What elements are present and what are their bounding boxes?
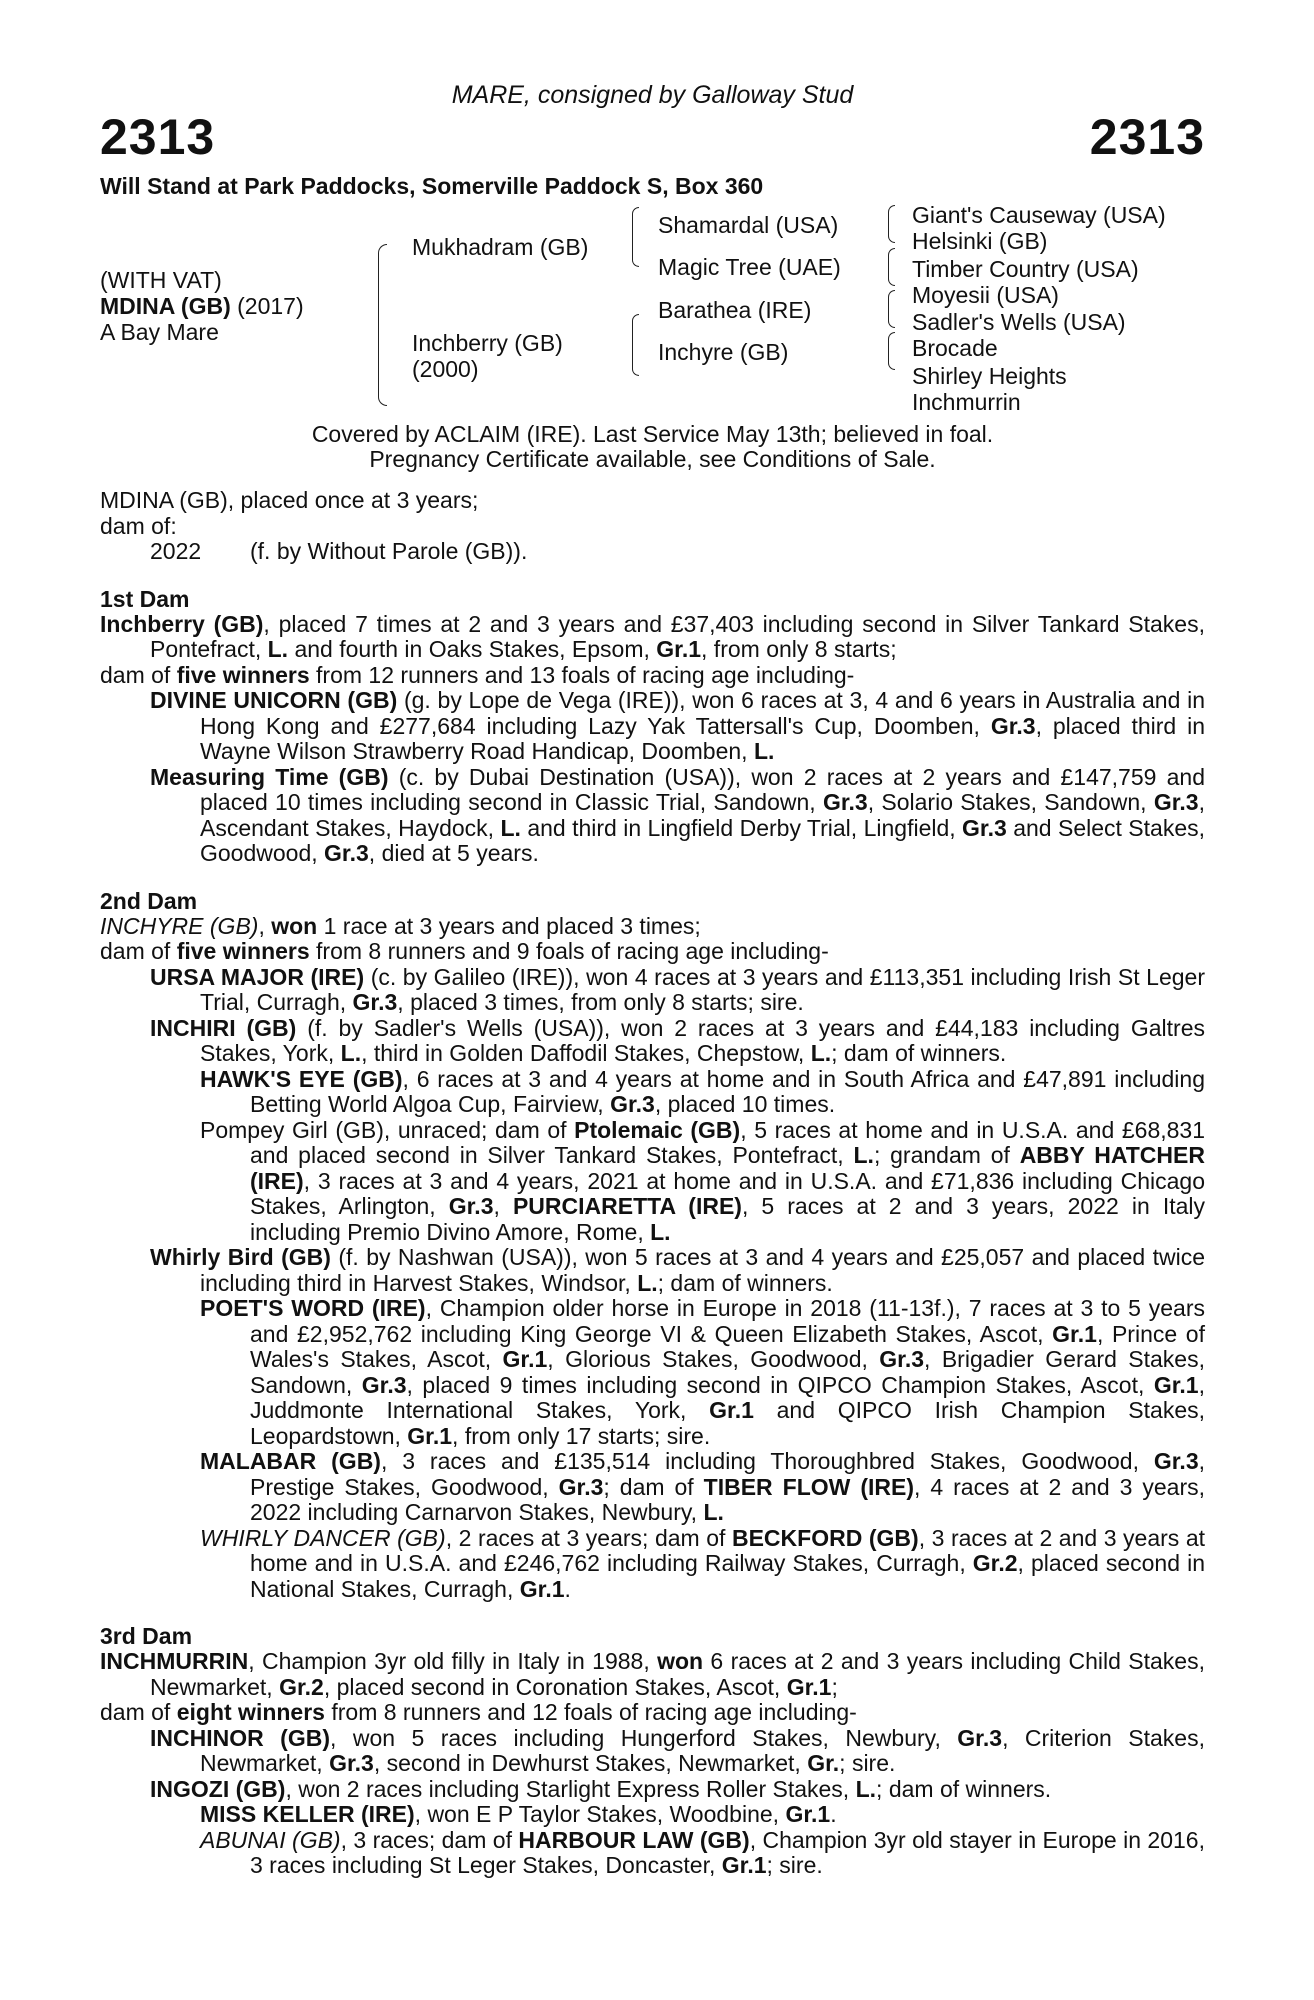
progeny-divine-unicorn: DIVINE UNICORN (GB) (g. by Lope de Vega (IRE)), won 6 races at 3, 4 and 6 years in Australia and in Hong Kong and £277,684 including Lazy Yak Tattersall's Cup, Doomben, Gr.3, placed third in Wayne Wilson Strawberry Road Handicap, Doomben, L. [150,687,1206,764]
progeny-whirly-dancer: WHIRLY DANCER (GB), 2 races at 3 years; dam of BECKFORD (GB), 3 races at 2 and 3 years at home and in U.S.A. and £246,762 including Railway Stakes, Curragh, Gr.2, placed second in National Stakes, Curragh, Gr.1. [200,1524,1206,1602]
pedigree-brace-2b [632,314,639,376]
third-dam-dam-of: dam of eight winners from 8 runners and 12 foals of racing age including- [100,1699,857,1725]
first-dam-heading: 1st Dam [100,585,190,612]
sire-sire: Shamardal (USA) [658,212,839,238]
dam-sire: Barathea (IRE) [658,297,812,323]
pregnancy-line: Pregnancy Certificate available, see Conditions of Sale. [369,446,936,472]
progeny-pompey-girl: Pompey Girl (GB), unraced; dam of Ptolemaic (GB), 5 races at home and in U.S.A. and £68,831 and placed second in Silver Tankard Stakes, Pontefract, L.; grandam of ABBY HATCHER (IRE), 3 races at 3 and 4 years, 2021 at home and in U.S.A. and £71,836 including Chicago Stakes, Arlington, Gr.3, PURCIARETTA (IRE), 5 races at 2 and 3 years, 2022 in Italy including Premio Divino Amore, Rome, L. [200,1116,1205,1245]
pedigree-brace-1 [378,244,387,406]
progeny-ursa-major: URSA MAJOR (IRE) (c. by Galileo (IRE)), won 4 races at 3 years and £113,351 including Irish St Leger Trial, Curragh, Gr.3, placed 3 times, from only 8 starts; sire. [150,963,1205,1015]
pedigree-brace-3d [888,332,895,370]
progeny-malabar: MALABAR (GB), 3 races and £135,514 including Thoroughbred Stakes, Goodwood, Gr.3, Prestige Stakes, Goodwood, Gr.3; dam of TIBER FLOW (IRE), 4 races at 2 and 3 years, 2022 including Carnarvon Stakes, Newbury, L. [200,1448,1206,1525]
intro-line-2: dam of: [100,512,177,539]
progeny-whirly-bird: Whirly Bird (GB) (f. by Nashwan (USA)), won 5 races at 3 and 4 years and £25,057 and placed twice including third in Harvest Stakes, Windsor, L.; dam of winners. [150,1244,1205,1296]
stand-info: Will Stand at Park Paddocks, Somerville Paddock S, Box 360 [100,173,764,199]
third-dam-para: INCHMURRIN, Champion 3yr old filly in Italy in 1988, won 6 races at 2 and 3 years including Child Stakes, Newmarket, Gr.2, placed second in Coronation Stakes, Ascot, Gr.1; [100,1648,1205,1700]
horse-name: MDINA (GB) [100,293,231,319]
lot-number-row [100,109,1205,165]
progeny-abunai: ABUNAI (GB), 3 races; dam of HARBOUR LAW (GB), Champion 3yr old stayer in Europe in 2016, 3 races including St Leger Stakes, Doncaster, Gr.1; sire. [200,1826,1205,1878]
progeny-hawks-eye: HAWK'S EYE (GB), 6 races at 3 and 4 years at home and in South Africa and £47,891 including Betting World Algoa Cup, Fairview, Gr.3, placed 10 times. [200,1065,1205,1117]
lot-number-left: 2313 [100,109,216,165]
first-dam-name: Inchberry (GB) [100,610,264,637]
progeny-miss-keller: MISS KELLER (IRE), won E P Taylor Stakes, Woodbine, Gr.1. [200,1801,837,1827]
horse-name-line [100,293,304,319]
second-dam-heading: 2nd Dam [100,887,198,914]
progeny-measuring-time: Measuring Time (GB) (c. by Dubai Destination (USA)), won 2 races at 2 years and £147,759 and placed 10 times including second in Classic Trial, Sandown, Gr.3, Solario Stakes, Sandown, Gr.3, Ascendant Stakes, Haydock, L. and third in Lingfield Derby Trial, Lingfield, Gr.3 and Select Stakes, Goodwood, Gr.3, died at 5 years. [150,763,1206,866]
intro-line-1: MDINA (GB), placed once at 3 years; [100,487,479,513]
covered-line: Covered by ACLAIM (IRE). Last Service May 13th; believed in foal. [311,421,994,447]
offspring-desc: (f. by Without Parole (GB)). [250,538,528,564]
progeny-poets-word: POET'S WORD (IRE), Champion older horse in Europe in 2018 (11-13f.), 7 races at 3 to 5 years and £2,952,762 including King George VI & Queen Elizabeth Stakes, Ascot, Gr.1, Prince of Wales's Stakes, Ascot, Gr.1, Glorious Stakes, Goodwood, Gr.3, Brigadier Gerard Stakes, Sandown, Gr.3, placed 9 times including second in QIPCO Champion Stakes, Ascot, Gr.1, Juddmonte International Stakes, York, Gr.1 and QIPCO Irish Champion Stakes, Leopardstown, Gr.1, from only 17 starts; sire. [200,1295,1206,1449]
pedigree-brace-3c [888,290,895,328]
lot-number-right: 2313 [1089,109,1205,165]
pedigree-brace-3b [888,248,895,286]
sire: Mukhadram (GB) [412,234,589,260]
first-dam-para: Inchberry (GB), placed 7 times at 2 and 3 years and £37,403 including second in Silver Tankard Stakes, Pontefract, L. and fourth in Oaks Stakes, Epsom, Gr.1, from only 8 starts; [100,610,1205,662]
dam-dam: Inchyre (GB) [658,339,789,365]
offspring-year: 2022 [150,538,202,564]
second-dam-dam-of: dam of five winners from 8 runners and 9 foals of racing age including- [100,938,829,964]
catalogue-page [100,80,1205,1879]
gg-2: Helsinki (GB) [912,228,1048,254]
vat-label: (WITH VAT) [100,267,222,293]
gg-3: Timber Country (USA) [912,256,1139,282]
pedigree-brace-2a [632,207,639,267]
gg-4: Moyesii (USA) [912,282,1059,308]
third-dam-heading: 3rd Dam [100,1623,193,1649]
gg-8: Inchmurrin [912,389,1021,415]
progeny-inchiri: INCHIRI (GB) (f. by Sadler's Wells (USA)), won 2 races at 3 years and £44,183 including Galtres Stakes, York, L., third in Golden Daffodil Stakes, Chepstow, L.; dam of winners. [150,1014,1205,1066]
second-dam-para: INCHYRE (GB), won 1 race at 3 years and placed 3 times; [100,912,701,939]
offspring-line [100,539,1205,565]
horse-year: (2017) [237,293,304,319]
first-dam-dam-of: dam of five winners from 12 runners and 13 foals of racing age including- [100,661,855,688]
catalogue-body [100,488,1205,1879]
gg-7: Shirley Heights [912,363,1067,389]
progeny-ingozi: INGOZI (GB), won 2 races including Starlight Express Roller Stakes, L.; dam of winners. [150,1775,1052,1802]
gg-5: Sadler's Wells (USA) [912,309,1126,335]
consignment-line: MARE, consigned by Galloway Stud [451,81,854,109]
sire-dam: Magic Tree (UAE) [658,254,841,280]
pedigree-brace-3a [888,205,895,243]
horse-description: A Bay Mare [100,319,219,345]
gg-1: Giant's Causeway (USA) [912,202,1166,228]
pedigree-table [100,202,1205,422]
progeny-inchinor: INCHINOR (GB), won 5 races including Hungerford Stakes, Newbury, Gr.3, Criterion Stakes, Newmarket, Gr.3, second in Dewhurst Stakes, Newmarket, Gr.; sire. [150,1724,1205,1776]
dam: Inchberry (GB) [412,330,563,356]
gg-6: Brocade [912,335,998,361]
dam-year: (2000) [412,356,479,382]
